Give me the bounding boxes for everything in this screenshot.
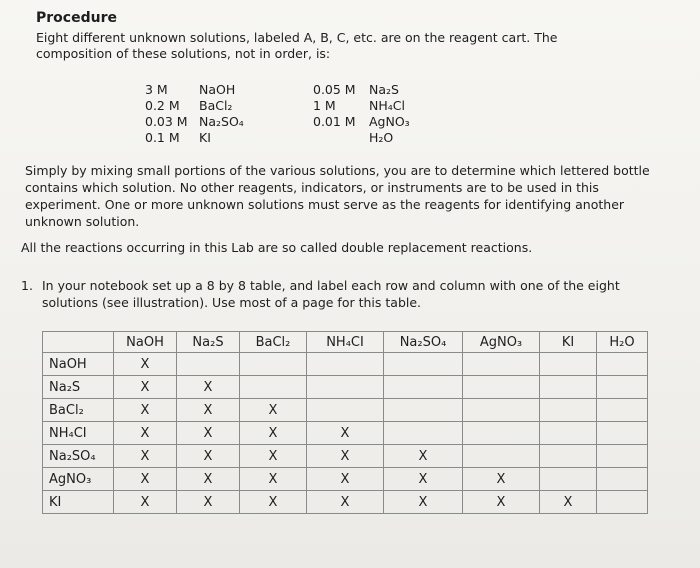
composition-list-left (145, 82, 244, 146)
table-cell (384, 399, 463, 422)
table-cell: X (384, 491, 463, 514)
table-cell: X (114, 399, 177, 422)
table-cell (597, 491, 648, 514)
table-cell: X (114, 376, 177, 399)
composition-item: 0.03 M Na₂SO₄ (145, 114, 244, 129)
table-cell: X (177, 422, 240, 445)
column-header: H₂O (597, 332, 648, 353)
table-cell: X (384, 445, 463, 468)
row-header: Na₂SO₄ (43, 445, 114, 468)
row-header: Na₂S (43, 376, 114, 399)
composition-list-right (313, 82, 410, 146)
table-cell: X (177, 468, 240, 491)
table-cell: X (114, 445, 177, 468)
table-row (43, 445, 648, 468)
table-cell (597, 376, 648, 399)
row-header: BaCl₂ (43, 399, 114, 422)
table-cell (540, 422, 597, 445)
column-header: BaCl₂ (240, 332, 307, 353)
table-row (43, 376, 648, 399)
composition-item: 0.01 M AgNO₃ (313, 114, 410, 129)
table-cell (597, 422, 648, 445)
column-header: Na₂S (177, 332, 240, 353)
table-cell: X (114, 422, 177, 445)
table-cell (540, 468, 597, 491)
column-header: Na₂SO₄ (384, 332, 463, 353)
table-cell: X (384, 468, 463, 491)
step-1 (21, 277, 661, 311)
table-cell (384, 353, 463, 376)
table-cell: X (307, 468, 384, 491)
table-cell: X (307, 422, 384, 445)
table-cell: X (540, 491, 597, 514)
step-text: In your notebook set up a 8 by 8 table, and label each row and column with one of the eight solutions (see illustration). Use most of a page for this table. (42, 278, 620, 310)
table-cell: X (114, 491, 177, 514)
column-header: AgNO₃ (463, 332, 540, 353)
table-header-row (43, 332, 648, 353)
table-cell (540, 353, 597, 376)
table-cell (463, 422, 540, 445)
table-cell (463, 376, 540, 399)
table-cell (463, 399, 540, 422)
instructions-paragraph: Simply by mixing small portions of the various solutions, you are to determine which lettered bottle contains which solution. No other reagents, indicators, or instruments are to be used in this experiment. One or more unknown solutions must serve as the reagents for identifying another unknown solution. (25, 163, 650, 229)
table-cell (307, 399, 384, 422)
table-cell: X (114, 353, 177, 376)
row-header: NaOH (43, 353, 114, 376)
intro-text: Eight different unknown solutions, labeled A, B, C, etc. are on the reagent cart. The composition of these solutions, not in order, is: (36, 30, 558, 61)
step-number: 1. (21, 278, 33, 293)
table-cell: X (177, 491, 240, 514)
composition-item: 0.1 M KI (145, 130, 211, 145)
table-row (43, 422, 648, 445)
procedure-heading: Procedure (36, 10, 117, 26)
table-cell (240, 376, 307, 399)
table-cell: X (177, 399, 240, 422)
table-cell: X (177, 376, 240, 399)
row-header: AgNO₃ (43, 468, 114, 491)
row-header: KI (43, 491, 114, 514)
column-header: KI (540, 332, 597, 353)
table-cell (307, 353, 384, 376)
table-cell (540, 376, 597, 399)
table-row (43, 353, 648, 376)
table-cell: X (114, 468, 177, 491)
table-cell: X (307, 445, 384, 468)
composition-item: 1 M NH₄Cl (313, 98, 405, 113)
table-cell (384, 422, 463, 445)
table-cell: X (240, 491, 307, 514)
table-cell: X (177, 445, 240, 468)
column-header: NaOH (114, 332, 177, 353)
composition-item: H₂O (369, 130, 394, 145)
table-cell: X (240, 468, 307, 491)
table-cell (177, 353, 240, 376)
table-row (43, 468, 648, 491)
table-cell (597, 353, 648, 376)
table-row (43, 491, 648, 514)
corner-cell (43, 332, 114, 353)
table-cell (540, 399, 597, 422)
reaction-note: All the reactions occurring in this Lab are so called double replacement reactions. (21, 240, 533, 255)
table-cell (307, 376, 384, 399)
table-cell (597, 445, 648, 468)
composition-item: 0.05 M Na₂S (313, 82, 399, 97)
table-cell (384, 376, 463, 399)
table-cell: X (240, 422, 307, 445)
table-cell (540, 445, 597, 468)
table-cell (463, 445, 540, 468)
table-cell: X (240, 445, 307, 468)
composition-item: 0.2 M BaCl₂ (145, 98, 233, 113)
table-cell: X (240, 399, 307, 422)
column-header: NH₄CI (307, 332, 384, 353)
row-header: NH₄CI (43, 422, 114, 445)
table-cell: X (307, 491, 384, 514)
reaction-table (42, 331, 648, 514)
table-cell (463, 353, 540, 376)
composition-item: 3 M NaOH (145, 82, 236, 97)
table-cell: X (463, 491, 540, 514)
table-cell (597, 468, 648, 491)
table-cell (240, 353, 307, 376)
table-cell (597, 399, 648, 422)
table-cell: X (463, 468, 540, 491)
table-row (43, 399, 648, 422)
